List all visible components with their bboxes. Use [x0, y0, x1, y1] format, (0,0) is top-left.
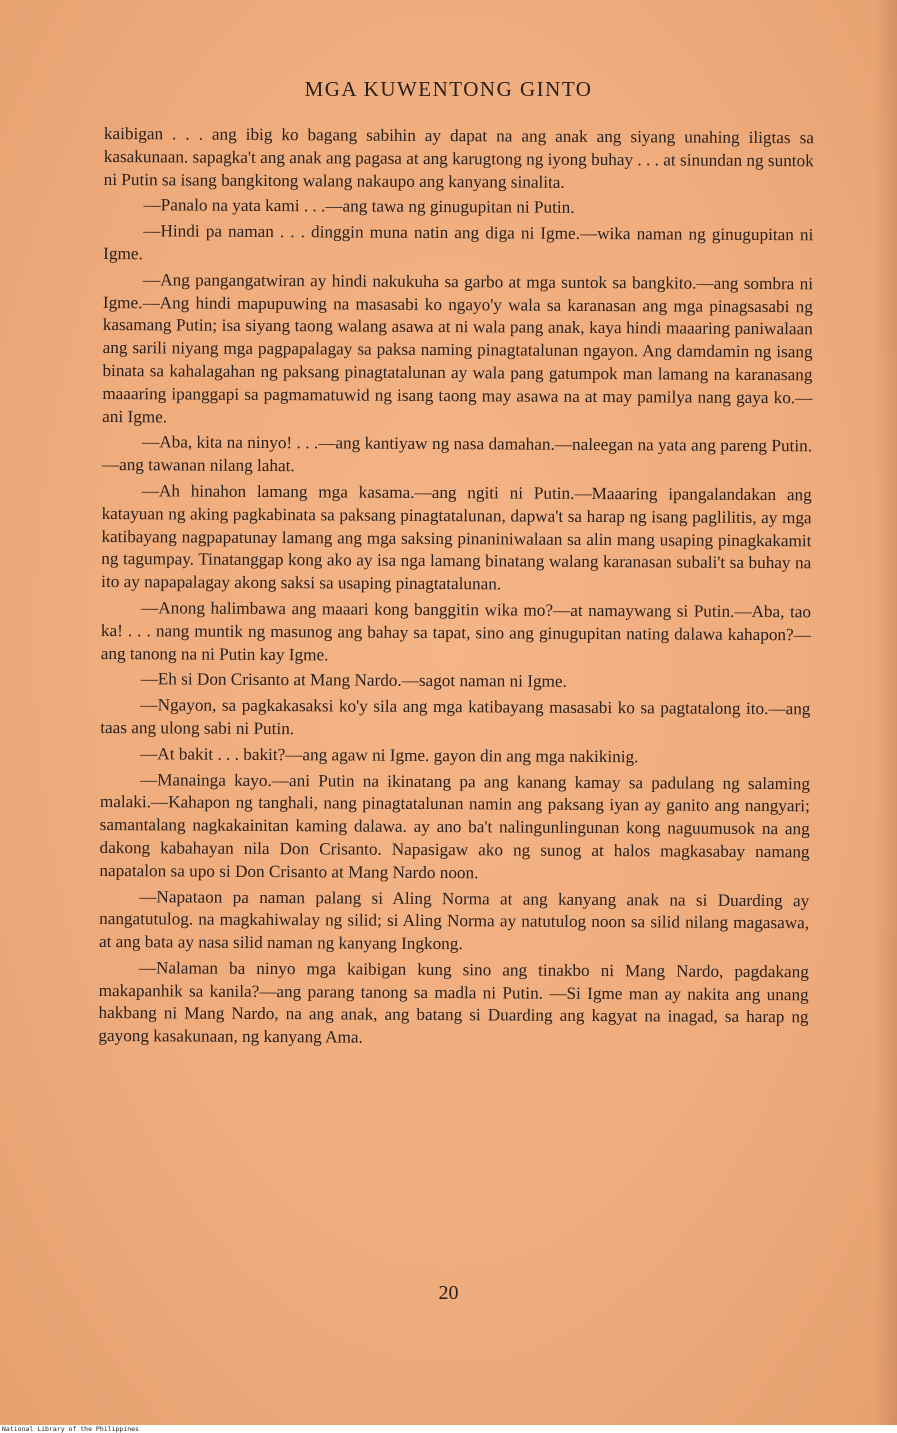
paragraph: kaibigan . . . ang ibig ko bagang sabihin ay dapat na ang anak ang siyang unahing iligtas sa kasakunaan. sapagka't ang anak ang pagasa at ang karugtong ng iyong buhay . . . at sinundan ng suntok ni Putin sa isang bangkitong walang nakaupo ang kanyang sinalita. [103, 123, 814, 192]
paragraph: —Manainga kayo.—ani Putin na ikinatang pa ang kanang kamay sa padulang ng salaming malaki.—Kahapon ng tanghali, nang pinagtatalunan namin ang paksang iyan ay ganito ang nangyari; samantalang nagkakainitan kaming dalawa. ay ano ba't nalingunlingunan kong naguumusok na ang dakong kabahayan nila Don Crisanto. Napasigaw ako ng sunog at halos magkasabay namang napatalon sa upo si Don Crisanto at Mang Nardo noon. [99, 769, 811, 883]
running-header: MGA KUWENTONG GINTO [304, 77, 593, 101]
paragraph: —Eh si Don Crisanto at Mang Nardo.—sagot naman ni Igme. [140, 669, 567, 692]
paragraph: —Ngayon, sa pagkakasaksi ko'y sila ang mga katibayang masasabi ko sa pagtatalong ito.—ang taas ang ulong sabi ni Putin. [100, 695, 811, 739]
paragraph: —Panalo na yata kami . . .—ang tawa ng ginugupitan ni Putin. [143, 195, 575, 218]
paragraph: —Ang pangangatwiran ay hindi nakukuha sa garbo at mga suntok sa bangkito.—ang sombra ni Igme.—Ang hindi mapupuwing na masasabi ko ngayo'y wala sa karanasan ang mga pinagsasabi ng kasamang Putin; isa siyang taong walang asawa at ni wala pang anak, kaya hindi maaaring paniwalaan ang sarili niyang mga pagpapalagay sa paksa naming pinagtatalunan ngayon. Ang damdamin ng isang binata sa kahalagahan ng paksang pinagtatalunan ay wala pang gatumpok man lamang na karanasang maaaring ipanggapi sa pagmamatuwid ng isang taong may asawa na at may pamilya nang gaya ko.—ani Igme. [102, 270, 814, 426]
body-text [98, 123, 814, 1055]
paragraph: —Nalaman ba ninyo mga kaibigan kung sino ang tinakbo ni Mang Nardo, pagdakang makapanhik sa kanila?—ang parang tanong sa madla ni Putin. —Si Igme man ay nakita ang unang hakbang ni Mang Nardo, na ang anak, ang batang si Duarding ang kagyat na inagad, sa harap ng gayong kasakunaan, ng kanyang Ama. [98, 958, 809, 1047]
paragraph: —Hindi pa naman . . . dinggin muna natin ang diga ni Igme.—wika naman ng ginugupitan ni Igme. [103, 221, 814, 264]
page-number: 20 [438, 1282, 459, 1304]
page-edge-shadow [875, 0, 897, 1425]
footer-credit: National Library of the Philippines [2, 1425, 139, 1433]
paragraph: —Napataon pa naman palang si Aling Norma at ang kanyang anak na si Duarding ay nangatutulog. na magkahiwalay ng silid; si Aling Norma ay natutulog noon sa silid nilang magasawa, at ang bata ay nasa silid naman ng kanyang Ingkong. [98, 886, 810, 954]
paragraph: —Ah hinahon lamang mga kasama.—ang ngiti ni Putin.—Maaaring ipangalandakan ang katayuan ng aking pagkabinata sa paksang pinagtatalunan, dapwa't sa harap ng isang paglilitis, ay mga katibayang nagpapatunay lamang ang mga saksing pinaniniwalaan sa alin mang usaping pinagkakamit ng tagumpay. Tinatanggap kong ako ay isa nga lamang binatang walang karanasan subali't sa buhay na ito ay napapalagay akong saksi sa usaping pinagtatalunan. [101, 481, 812, 594]
paragraph: —Aba, kita na ninyo! . . .—ang kantiyaw ng nasa damahan.—naleegan na yata ang pareng Putin.—ang tawanan nilang lahat. [101, 432, 813, 476]
paragraph: —At bakit . . . bakit?—ang agaw ni Igme. gayon din ang mga nakikinig. [140, 743, 639, 766]
paragraph: —Anong halimbawa ang maaari kong banggitin wika mo?—at namaywang si Putin.—Aba, tao ka! . . . nang muntik ng masunog ang bahay sa tapat, sino ang ginugupitan nating dalawa kahapon?—ang tanong na ni Putin kay Igme. [100, 598, 812, 664]
